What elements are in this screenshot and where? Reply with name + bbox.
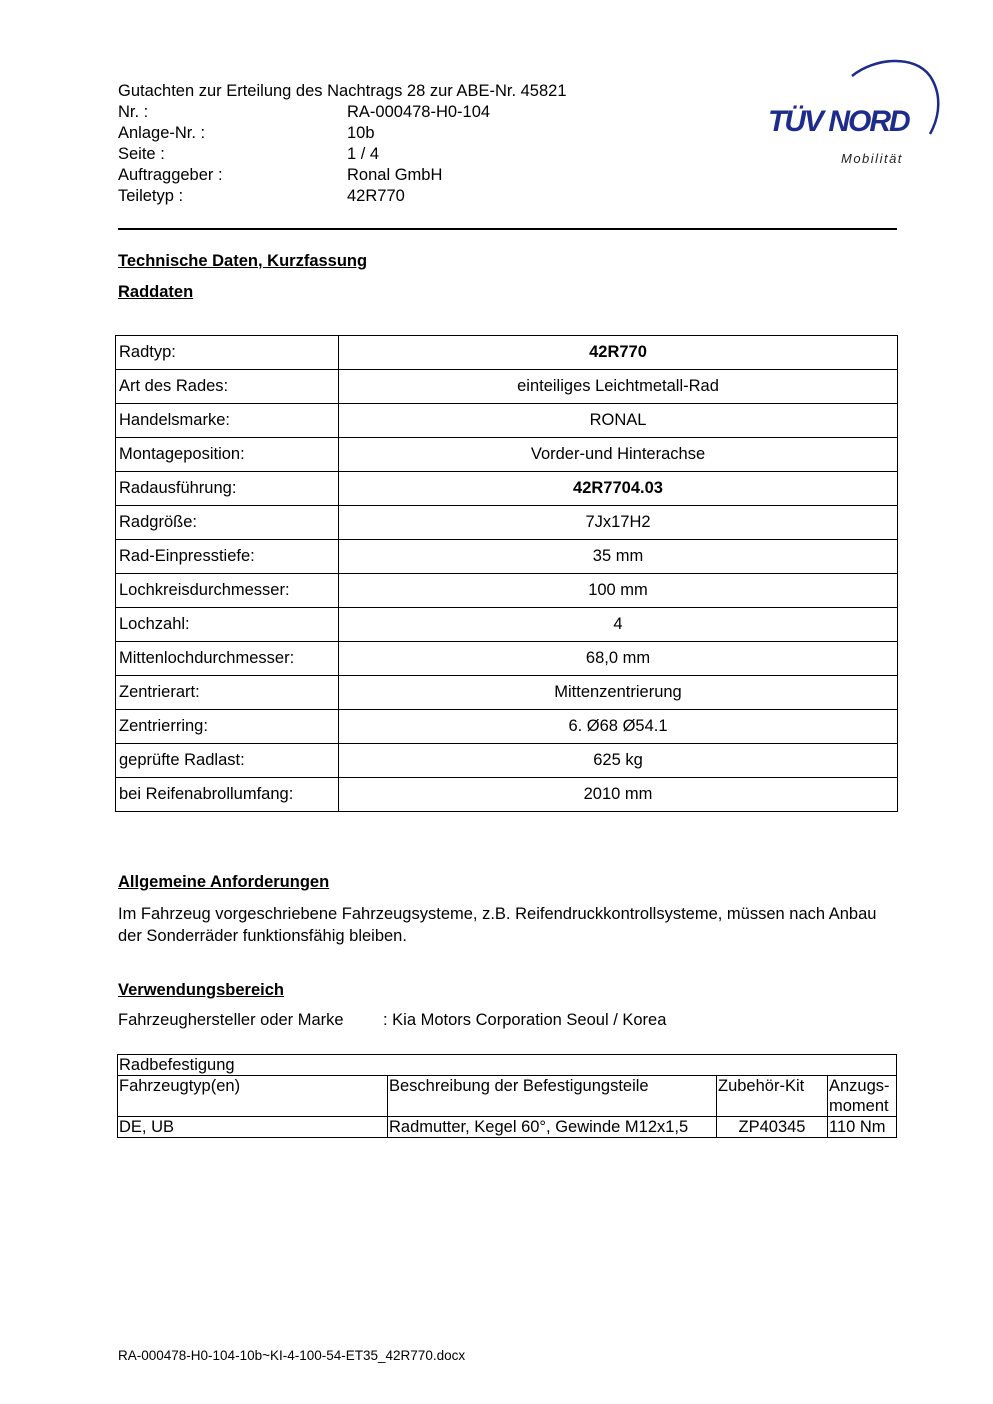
wheel-data-row: [116, 506, 898, 540]
wheel-data-row: [116, 574, 898, 608]
wheel-data-label: Radausführung:: [116, 472, 339, 506]
wheel-data-value: Mittenzentrierung: [339, 676, 898, 710]
wheel-data-label: Rad-Einpresstiefe:: [116, 540, 339, 574]
header-value: RA-000478-H0-104: [347, 103, 491, 121]
heading-wheel-data: Raddaten: [118, 283, 194, 301]
wheel-data-row: [116, 438, 898, 472]
wheel-data-value: 625 kg: [339, 744, 898, 778]
header-value: 1 / 4: [347, 145, 380, 163]
wheel-data-row: [116, 676, 898, 710]
wheel-data-label: Radtyp:: [116, 336, 339, 370]
header-row-auftraggeber: [118, 165, 567, 186]
header-vehicle-types: Fahrzeugtyp(en): [118, 1076, 388, 1117]
wheel-data-table: [115, 335, 898, 812]
header-label: Teiletyp :: [118, 187, 184, 205]
wheel-data-value: einteiliges Leichtmetall-Rad: [339, 370, 898, 404]
header-accessory-kit: Zubehör-Kit: [717, 1076, 828, 1117]
manufacturer-line: [118, 1011, 666, 1030]
footer-filename: RA-000478-H0-104-10b~KI-4-100-54-ET35_42R770.docx: [118, 1348, 466, 1363]
wheel-data-row: [116, 472, 898, 506]
wheel-data-value: 42R7704.03: [339, 472, 898, 506]
header-row-anlage: [118, 123, 567, 144]
logo-subtitle: Mobilität: [841, 151, 903, 166]
manufacturer-value: : Kia Motors Corporation Seoul / Korea: [383, 1011, 667, 1029]
heading-technical-data: Technische Daten, Kurzfassung: [118, 252, 368, 270]
wheel-data-value: 4: [339, 608, 898, 642]
header-value: 10b: [347, 124, 375, 142]
wheel-data-value: 100 mm: [339, 574, 898, 608]
wheel-data-row: [116, 744, 898, 778]
wheel-data-label: Radgröße:: [116, 506, 339, 540]
header-divider: [118, 228, 897, 230]
wheel-data-label: Lochkreisdurchmesser:: [116, 574, 339, 608]
heading-usage-range: Verwendungsbereich: [118, 981, 284, 999]
tuv-nord-logo: [764, 56, 944, 172]
wheel-data-row: [116, 778, 898, 812]
wheel-data-row: [116, 540, 898, 574]
header-row-nr: [118, 102, 567, 123]
wheel-data-label: geprüfte Radlast:: [116, 744, 339, 778]
wheel-data-row: [116, 642, 898, 676]
requirements-text: Im Fahrzeug vorgeschriebene Fahrzeugsysteme, z.B. Reifendruckkontrollsysteme, müssen nach Anbau der Sonderräder funktionsfähig bleiben.: [118, 905, 877, 945]
header-row-teiletyp: [118, 186, 567, 207]
cell-fixing-description: Radmutter, Kegel 60°, Gewinde M12x1,5: [388, 1117, 717, 1138]
header-label: Seite :: [118, 145, 165, 163]
header-value: Ronal GmbH: [347, 166, 443, 184]
heading-general-requirements: Allgemeine Anforderungen: [118, 873, 330, 891]
wheel-data-label: Lochzahl:: [116, 608, 339, 642]
header-row-seite: [118, 144, 567, 165]
fixing-table-title: Radbefestigung: [118, 1055, 897, 1076]
wheel-data-label: Zentrierart:: [116, 676, 339, 710]
cell-torque: 110 Nm: [828, 1117, 897, 1138]
wheel-data-value: 2010 mm: [339, 778, 898, 812]
wheel-data-row: [116, 404, 898, 438]
wheel-data-label: bei Reifenabrollumfang:: [116, 778, 339, 812]
header-fixing-description: Beschreibung der Befestigungsteile: [388, 1076, 717, 1117]
wheel-data-label: Handelsmarke:: [116, 404, 339, 438]
document-header: [118, 81, 567, 207]
wheel-data-row: [116, 608, 898, 642]
wheel-data-value: RONAL: [339, 404, 898, 438]
wheel-data-value: 35 mm: [339, 540, 898, 574]
wheel-data-value: 42R770: [339, 336, 898, 370]
wheel-data-label: Mittenlochdurchmesser:: [116, 642, 339, 676]
manufacturer-label: Fahrzeughersteller oder Marke: [118, 1011, 344, 1029]
cell-vehicle-types: DE, UB: [118, 1117, 388, 1138]
header-label: Nr. :: [118, 103, 149, 121]
wheel-data-value: 6. Ø68 Ø54.1: [339, 710, 898, 744]
wheel-data-value: 68,0 mm: [339, 642, 898, 676]
wheel-data-row: [116, 336, 898, 370]
cell-accessory-kit: ZP40345: [717, 1117, 828, 1138]
wheel-data-label: Art des Rades:: [116, 370, 339, 404]
document-title: Gutachten zur Erteilung des Nachtrags 28 zur ABE-Nr. 45821: [118, 82, 567, 100]
wheel-data-row: [116, 710, 898, 744]
wheel-data-row: [116, 370, 898, 404]
wheel-fixing-table: [117, 1054, 897, 1138]
header-torque: Anzugs-moment: [828, 1076, 897, 1117]
logo-wordmark: TÜV NORD: [768, 105, 909, 138]
header-label: Anlage-Nr. :: [118, 124, 206, 142]
wheel-data-value: 7Jx17H2: [339, 506, 898, 540]
header-label: Auftraggeber :: [118, 166, 223, 184]
wheel-data-label: Montageposition:: [116, 438, 339, 472]
wheel-data-label: Zentrierring:: [116, 710, 339, 744]
wheel-data-value: Vorder-und Hinterachse: [339, 438, 898, 472]
header-value: 42R770: [347, 187, 405, 205]
